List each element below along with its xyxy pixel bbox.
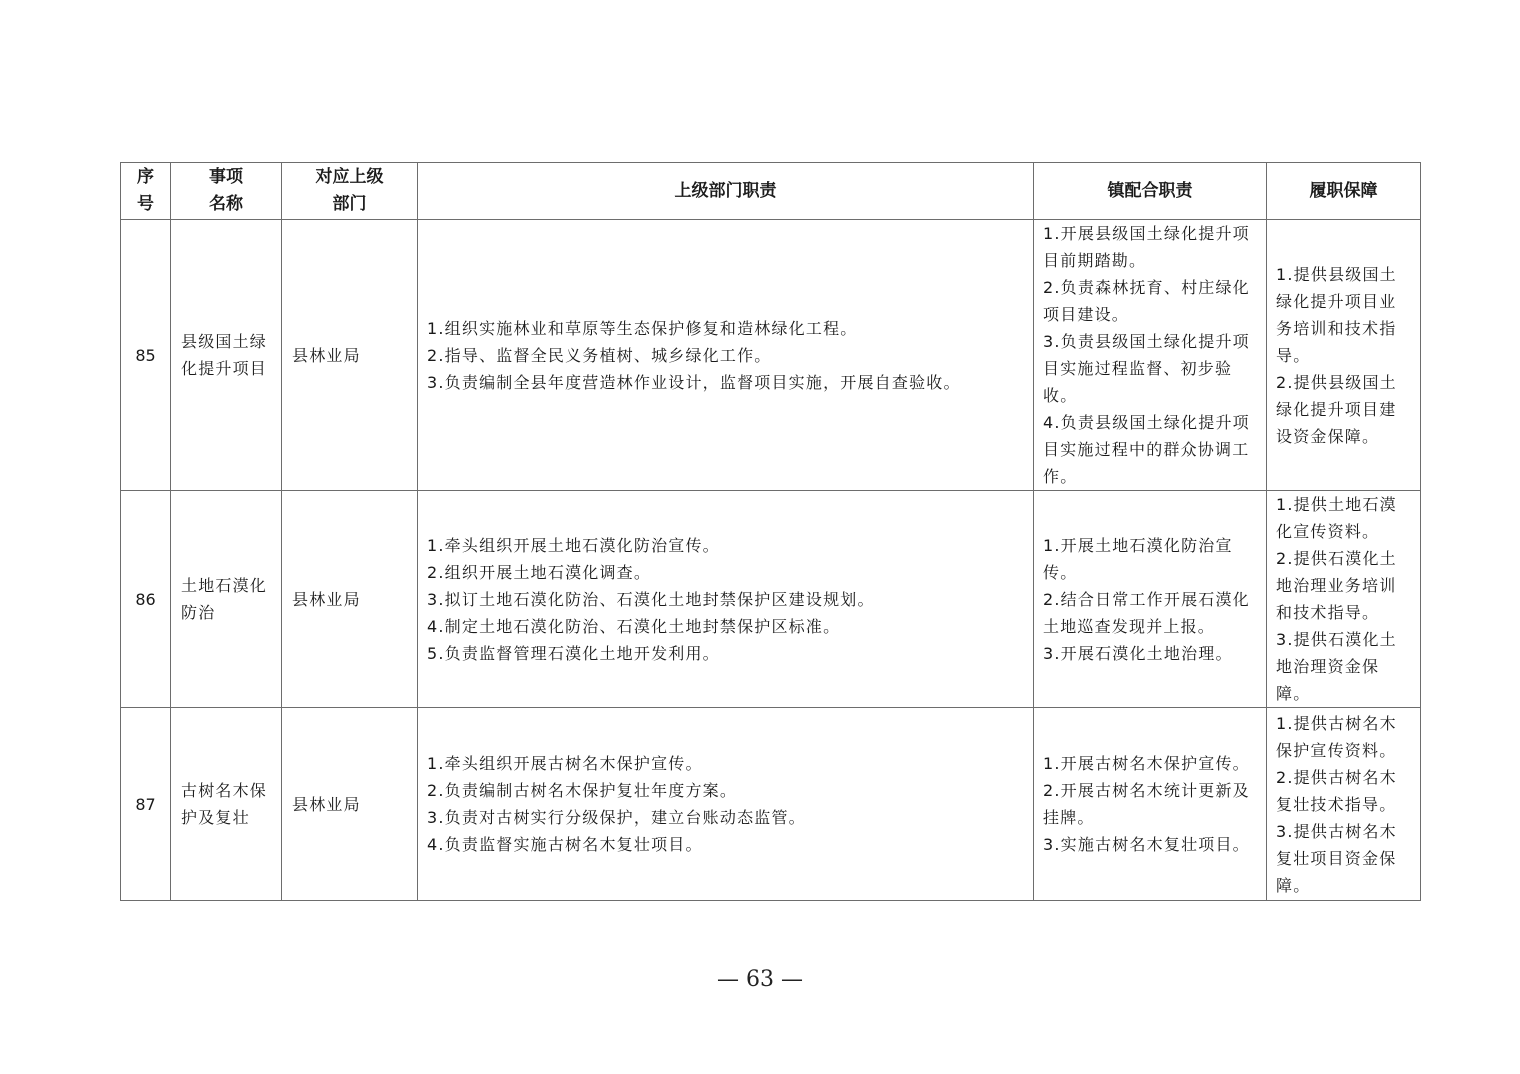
guarantee-item: 1.提供土地石漠化宣传资料。 (1276, 495, 1397, 541)
guarantee-item: 1.提供县级国土绿化提升项目业务培训和技术指导。 (1276, 264, 1397, 365)
town-duty-item: 1.开展土地石漠化防治宣传。 (1043, 535, 1233, 582)
guarantee-item: 2.提供石漠化土地治理业务培训和技术指导。 (1276, 549, 1397, 622)
row-item-name: 县级国土绿化提升项目 (171, 220, 282, 491)
header-town-duties: 镇配合职责 (1034, 163, 1267, 220)
upper-duty-item: 2.组织开展土地石漠化调查。 (427, 562, 652, 582)
upper-duty-item: 2.指导、监督全民义务植树、城乡绿化工作。 (427, 345, 772, 365)
table-row (121, 220, 1421, 491)
table-row (121, 491, 1421, 708)
row-item-name: 土地石漠化防治 (171, 491, 282, 708)
upper-duty-item: 1.牵头组织开展古树名木保护宣传。 (427, 754, 703, 773)
header-upper-dept: 对应上级 部门 (282, 163, 418, 220)
town-duty-item: 4.负责县级国土绿化提升项目实施过程中的群众协调工作。 (1043, 413, 1250, 486)
row-seq: 87 (121, 708, 171, 901)
header-seq: 序 号 (121, 163, 171, 220)
page-number: — 63 — (717, 967, 803, 992)
town-duty-item: 2.结合日常工作开展石漠化土地巡查发现并上报。 (1043, 589, 1250, 636)
row-town-duties (1034, 220, 1267, 491)
town-duty-item: 2.负责森林抚育、村庄绿化项目建设。 (1043, 278, 1250, 324)
header-row (121, 163, 1421, 220)
town-duty-item: 3.负责县级国土绿化提升项目实施过程监督、初步验收。 (1043, 332, 1250, 405)
row-upper-duties (418, 220, 1034, 491)
row-upper-duties (418, 708, 1034, 901)
upper-duty-item: 3.负责对古树实行分级保护，建立台账动态监管。 (427, 808, 806, 827)
town-duty-item: 2.开展古树名木统计更新及挂牌。 (1043, 781, 1250, 827)
upper-duty-item: 1.组织实施林业和草原等生态保护修复和造林绿化工程。 (427, 318, 858, 338)
upper-duty-item: 5.负责监督管理石漠化土地开发利用。 (427, 643, 720, 663)
upper-duty-item: 1.牵头组织开展土地石漠化防治宣传。 (427, 535, 720, 555)
guarantee-item: 3.提供古树名木复壮项目资金保障。 (1276, 821, 1397, 895)
row-town-duties (1034, 491, 1267, 708)
town-duty-item: 3.开展石漠化土地治理。 (1043, 643, 1233, 663)
row-guarantee (1267, 220, 1421, 491)
town-duty-item: 1.开展古树名木保护宣传。 (1043, 754, 1250, 773)
upper-duty-item: 3.负责编制全县年度营造林作业设计，监督项目实施，开展自查验收。 (427, 372, 961, 392)
row-town-duties (1034, 708, 1267, 901)
row-upper-dept: 县林业局 (282, 491, 418, 708)
upper-duty-item: 3.拟订土地石漠化防治、石漠化土地封禁保护区建设规划。 (427, 589, 875, 609)
header-upper-duties: 上级部门职责 (418, 163, 1034, 220)
row-guarantee (1267, 491, 1421, 708)
upper-duty-item: 4.负责监督实施古树名木复壮项目。 (427, 835, 703, 854)
row-seq: 86 (121, 491, 171, 708)
guarantee-item: 2.提供古树名木复壮技术指导。 (1276, 767, 1397, 814)
header-guarantee: 履职保障 (1267, 163, 1421, 220)
guarantee-item: 1.提供古树名木保护宣传资料。 (1276, 713, 1397, 760)
town-duty-item: 3.实施古树名木复壮项目。 (1043, 835, 1250, 854)
row-upper-dept: 县林业局 (282, 708, 418, 901)
row-item-name: 古树名木保护及复壮 (171, 708, 282, 901)
town-duty-item: 1.开展县级国土绿化提升项目前期踏勘。 (1043, 224, 1250, 270)
row-upper-dept: 县林业局 (282, 220, 418, 491)
duty-table (120, 162, 1421, 901)
row-guarantee (1267, 708, 1421, 901)
table-row (121, 708, 1421, 901)
header-item-name: 事项 名称 (171, 163, 282, 220)
guarantee-item: 2.提供县级国土绿化提升项目建设资金保障。 (1276, 372, 1397, 446)
row-upper-duties (418, 491, 1034, 708)
row-seq: 85 (121, 220, 171, 491)
upper-duty-item: 4.制定土地石漠化防治、石漠化土地封禁保护区标准。 (427, 616, 841, 636)
guarantee-item: 3.提供石漠化土地治理资金保障。 (1276, 630, 1397, 703)
upper-duty-item: 2.负责编制古树名木保护复壮年度方案。 (427, 781, 738, 800)
